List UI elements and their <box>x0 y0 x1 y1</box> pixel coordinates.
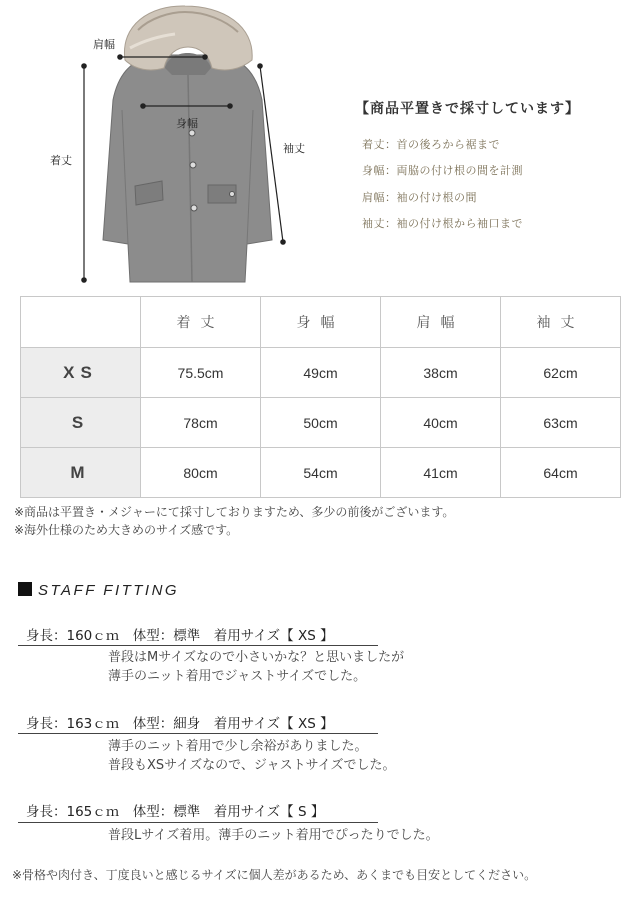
size-diagram <box>0 0 640 295</box>
table-cell: 64cm <box>501 448 621 498</box>
comment-line: 薄手のニット着用で少し余裕がありました。 <box>108 739 368 754</box>
size-label: M <box>21 448 141 498</box>
size-label: XS <box>21 348 141 398</box>
measurement-item-sleeve: 袖丈：袖の付け根から袖口まで <box>362 217 523 230</box>
table-cell: 49cm <box>261 348 381 398</box>
note-sizing: ※海外仕様のため大きめのサイズ感です。 <box>14 523 239 537</box>
measurement-item-length: 着丈：首の後ろから裾まで <box>362 138 500 151</box>
measurement-heading: 【商品平置きで採寸しています】 <box>355 101 580 117</box>
table-cell: 62cm <box>501 348 621 398</box>
staff-entry-header: 身長：163ｃｍ 体型：細身 着用サイズ【 XS 】 <box>26 716 334 732</box>
comment-line: 普段もXSサイズなので、ジャストサイズでした。 <box>108 758 396 773</box>
table-row <box>21 398 621 448</box>
label-body-width: 身幅 <box>176 117 198 130</box>
measurement-item-shoulder: 肩幅：袖の付け根の間 <box>362 191 477 204</box>
staff-entry-comment <box>108 737 396 775</box>
table-cell: 40cm <box>381 398 501 448</box>
table-cell: 75.5cm <box>141 348 261 398</box>
staff-entry-comment <box>108 826 439 845</box>
table-cell: 78cm <box>141 398 261 448</box>
staff-entry-header: 身長：165ｃｍ 体型：標準 着用サイズ【 S 】 <box>26 804 325 820</box>
divider <box>18 822 378 823</box>
divider <box>18 733 378 734</box>
comment-line: 普段はMサイズなので小さいかな？と思いましたが <box>108 650 405 665</box>
comment-line: 薄手のニット着用でジャストサイズでした。 <box>108 669 367 684</box>
staff-fitting-title-text: STAFF FITTING <box>38 582 180 599</box>
size-label: S <box>21 398 141 448</box>
table-header-row <box>21 297 621 348</box>
staff-fitting-title <box>18 582 179 599</box>
comment-line: 普段Lサイズ着用。薄手のニット着用でぴったりでした。 <box>108 828 439 843</box>
table-cell: 50cm <box>261 398 381 448</box>
header-body-width: 身幅 <box>261 297 381 348</box>
table-cell: 54cm <box>261 448 381 498</box>
header-shoulder: 肩幅 <box>381 297 501 348</box>
table-cell: 38cm <box>381 348 501 398</box>
label-length: 着丈 <box>50 154 72 167</box>
label-shoulder: 肩幅 <box>93 38 115 51</box>
table-corner-cell <box>21 297 141 348</box>
measurement-item-body-width: 身幅：両脇の付け根の間を計測 <box>362 164 523 177</box>
header-sleeve: 袖丈 <box>501 297 621 348</box>
label-sleeve: 袖丈 <box>283 142 305 155</box>
header-length: 着丈 <box>141 297 261 348</box>
table-row <box>21 348 621 398</box>
coat-body <box>103 55 272 282</box>
footer-note: ※骨格や肉付き、丁度良いと感じるサイズに個人差があるため、あくまでも目安としてください。 <box>12 868 537 882</box>
note-measurement: ※商品は平置き・メジャーにて採寸しておりますため、多少の前後がございます。 <box>14 505 455 519</box>
table-cell: 41cm <box>381 448 501 498</box>
divider <box>18 645 378 646</box>
table-cell: 63cm <box>501 398 621 448</box>
staff-entry-comment <box>108 648 404 686</box>
square-bullet-icon <box>18 582 32 596</box>
table-row <box>21 448 621 498</box>
table-cell: 80cm <box>141 448 261 498</box>
size-table <box>20 296 621 498</box>
staff-entry-header: 身長：160ｃｍ 体型：標準 着用サイズ【 XS 】 <box>26 628 334 644</box>
